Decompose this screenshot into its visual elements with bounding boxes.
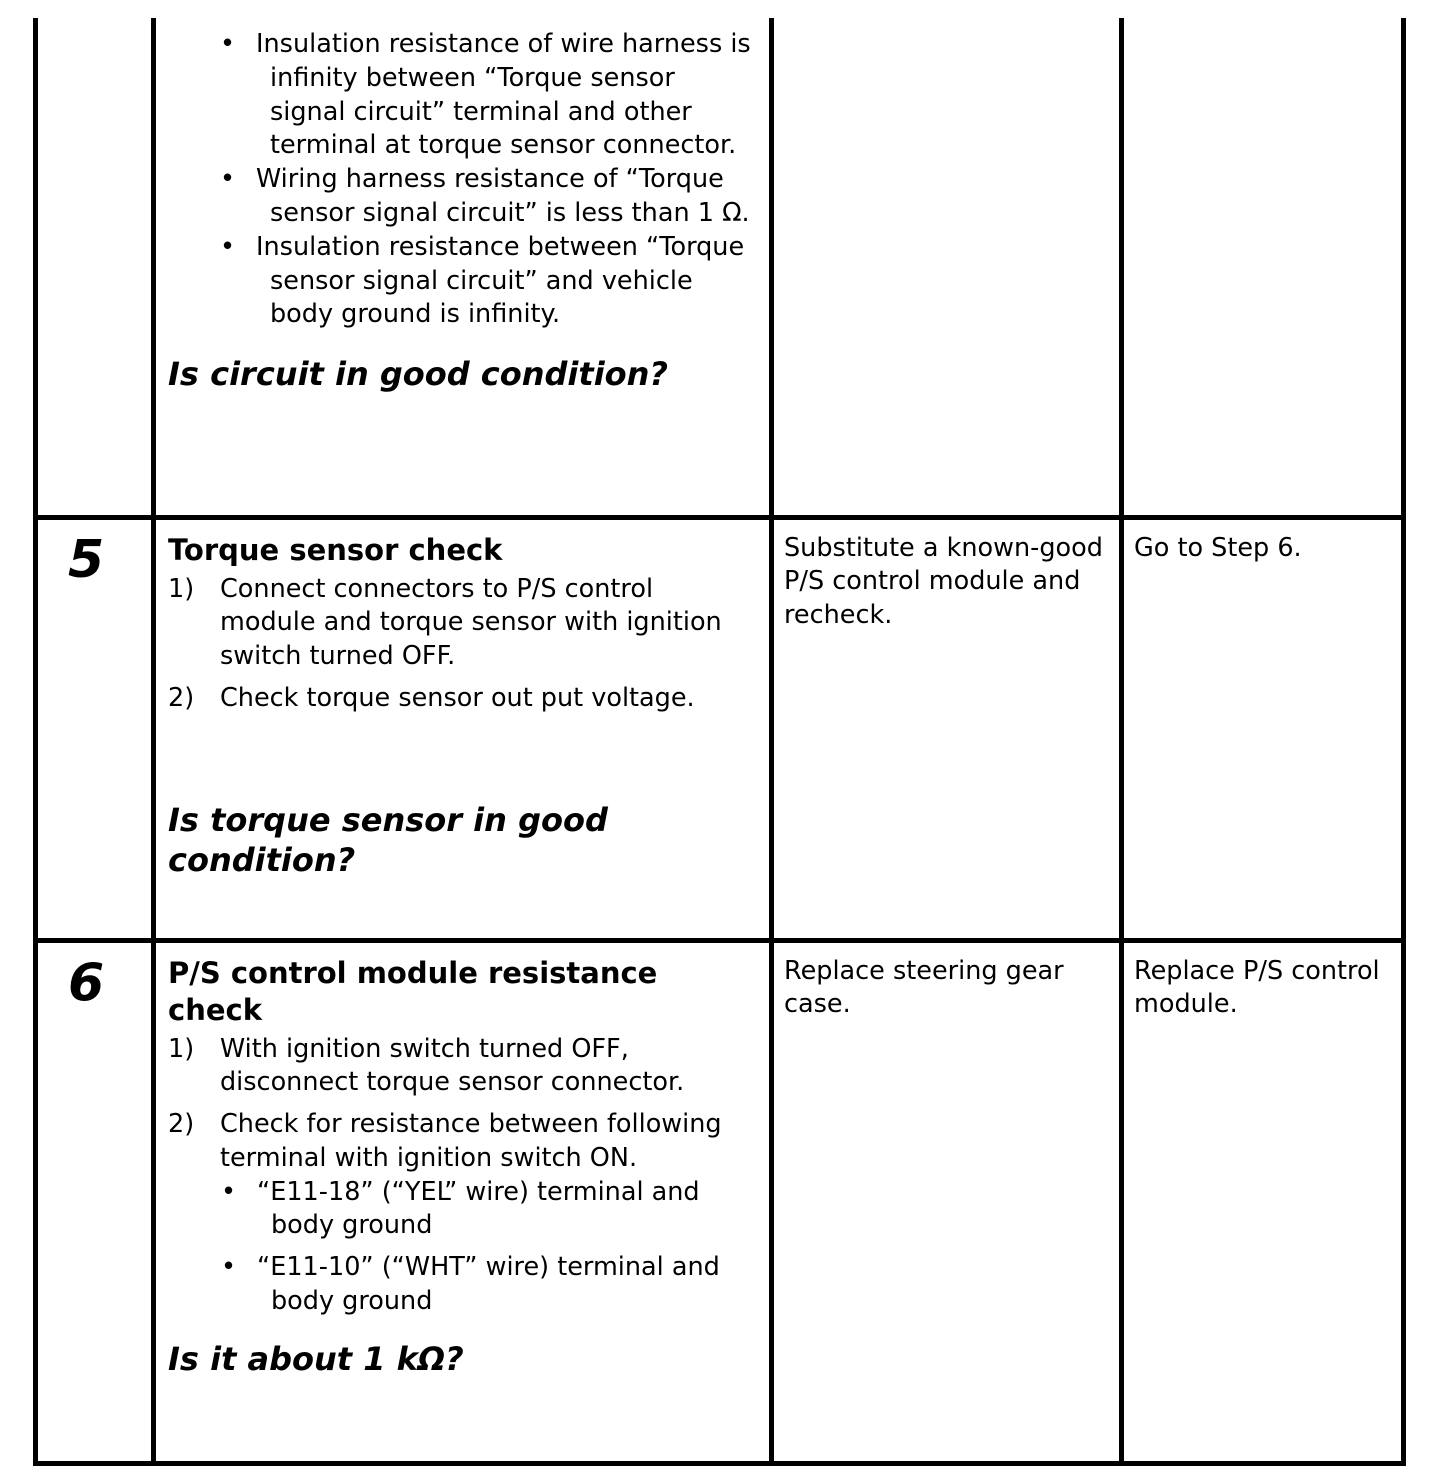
step-number [38, 18, 151, 32]
bullet-icon: • [221, 1252, 237, 1283]
list-item: 2) Check torque sensor out put voltage. [168, 682, 755, 716]
step-number: 5 [68, 529, 105, 590]
action-cell [154, 517, 772, 940]
no-cell [1122, 517, 1404, 940]
numbered-list [168, 573, 755, 716]
question-text: Is circuit in good condition? [168, 355, 668, 394]
no-cell [1122, 940, 1404, 1463]
action-cell [154, 18, 772, 517]
question-text: Is it about 1 kΩ? [168, 1339, 464, 1378]
item-number: 2) [168, 682, 195, 713]
table-row [36, 517, 1404, 940]
list-item: 1) With ignition switch turned OFF, disconnect torque sensor connector. [168, 1033, 685, 1098]
question-text: Is torque sensor in good condition? [168, 800, 608, 879]
yes-cell [772, 940, 1122, 1463]
list-item: • Wiring harness resistance of “Torque sensor signal circuit” is less than 1 Ω. [220, 164, 750, 228]
list-item: • “E11-18” (“YEL” wire) terminal and body ground [221, 1176, 700, 1241]
procedure-table [33, 18, 1406, 1466]
bullet-icon: • [220, 164, 236, 195]
yes-cell [772, 18, 1122, 517]
step-title: Torque sensor check [168, 532, 503, 567]
step-cell [36, 18, 154, 517]
list-item: • “E11-10” (“WHT” wire) terminal and body ground [221, 1252, 720, 1317]
step-cell [36, 940, 154, 1463]
yes-cell [772, 517, 1122, 940]
step-number: 6 [68, 952, 105, 1013]
item-number: 2) [168, 1109, 195, 1140]
bullet-list [220, 1176, 755, 1319]
list-item: • Insulation resistance between “Torque sensor signal circuit” and vehicle body ground is infinity. [220, 231, 745, 330]
yes-action-text: Replace steering gear case. [784, 955, 1064, 1019]
step-title: P/S control module resistance check [168, 955, 658, 1027]
list-item: 2) Check for resistance between following terminal with ignition switch ON. • “E11-18” (“YEL” wire) terminal and body ground • “E11-10” (“WHT” wire) terminal and body ground [168, 1108, 755, 1319]
bullet-list [168, 28, 755, 332]
step-cell [36, 517, 154, 940]
bullet-icon: • [220, 29, 236, 59]
table-row [36, 940, 1404, 1463]
table-row [36, 18, 1404, 517]
list-item: • Insulation resistance of wire harness is infinity between “Torque sensor signal circuit” terminal and other terminal at torque sensor connector. [220, 29, 751, 161]
bullet-icon: • [221, 1176, 237, 1207]
no-action-text: Go to Step 6. [1134, 532, 1302, 563]
item-number: 1) [168, 573, 195, 604]
no-action-text: Replace P/S control module. [1134, 955, 1380, 1019]
action-cell [154, 940, 772, 1463]
list-item: 1) Connect connectors to P/S control module and torque sensor with ignition switch turned OFF. [168, 573, 722, 672]
yes-action-text: Substitute a known-good P/S control module and recheck. [784, 532, 1103, 630]
no-cell [1122, 18, 1404, 517]
item-number: 1) [168, 1033, 195, 1064]
bullet-icon: • [220, 231, 236, 262]
numbered-list [168, 1033, 755, 1319]
